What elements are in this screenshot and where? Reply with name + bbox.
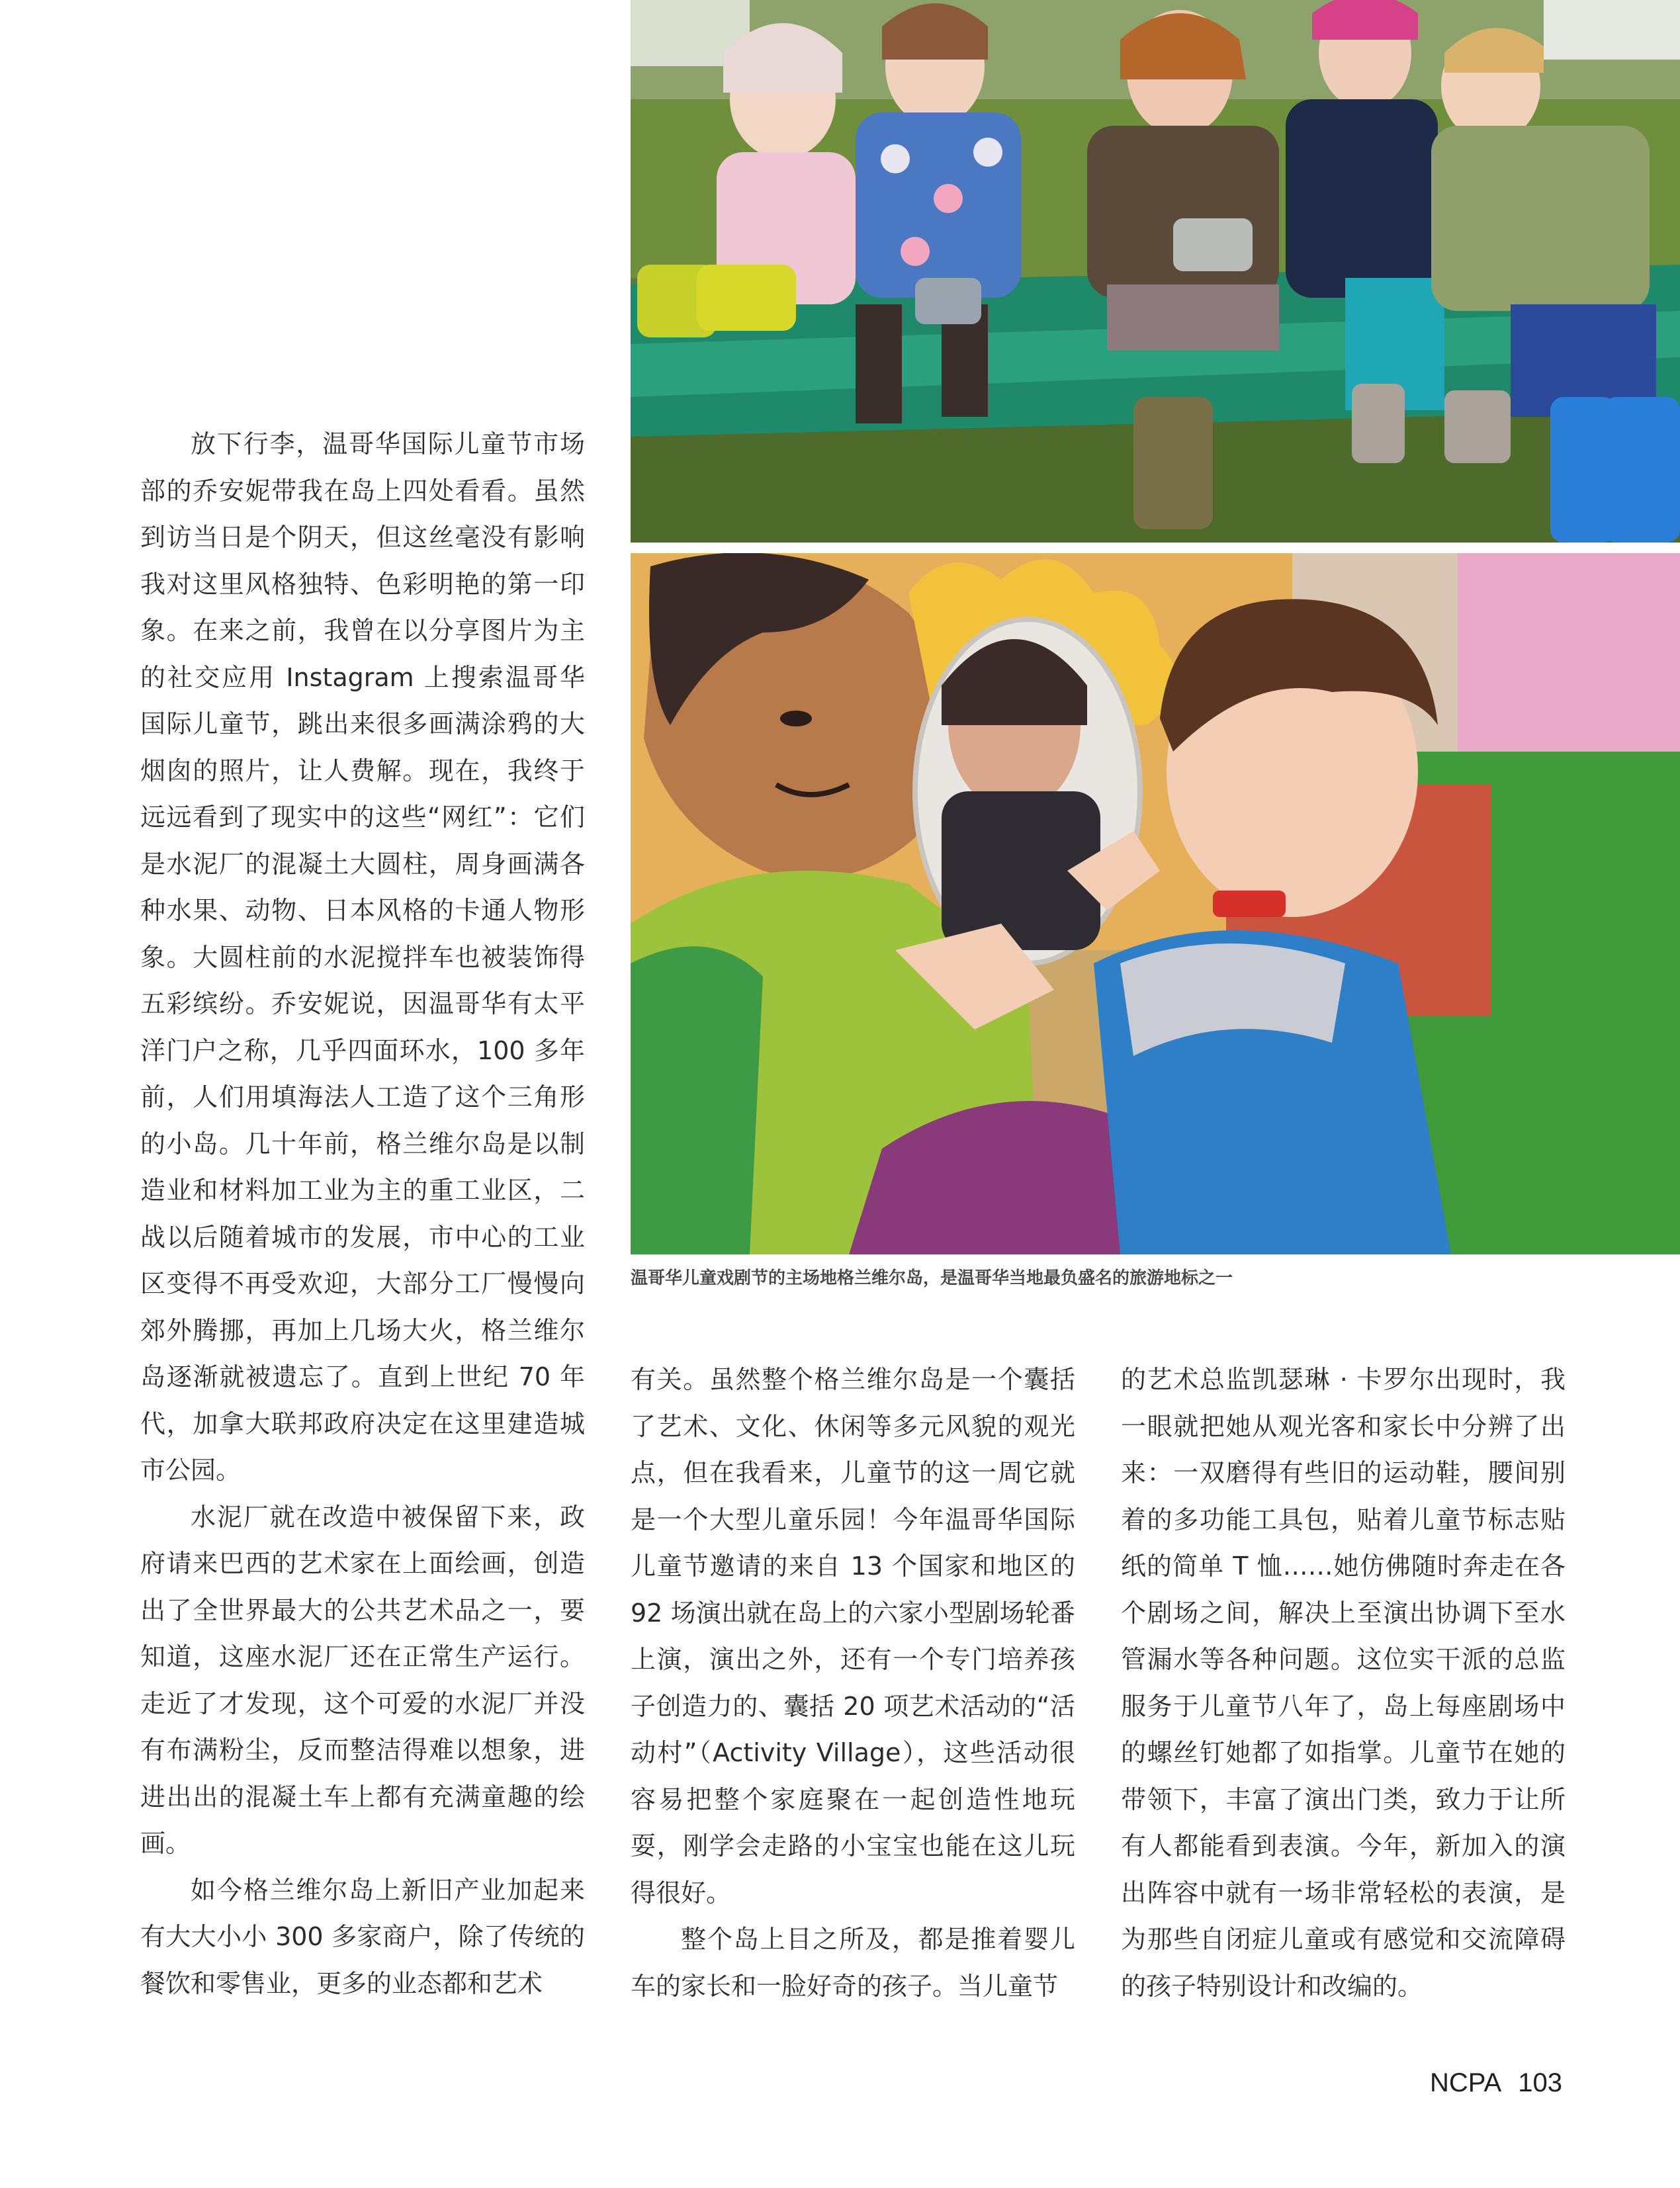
article-column-2 xyxy=(631,1356,1075,2009)
paragraph: 如今格兰维尔岛上新旧产业加起来有大大小小 300 多家商户，除了传统的餐饮和零售业，更多的业态都和艺术 xyxy=(140,1875,585,1998)
paragraph: 整个岛上目之所及，都是推着婴儿车的家长和一脸好奇的孩子。当儿童节 xyxy=(631,1925,1075,2001)
children-bench-photo xyxy=(631,0,1680,543)
magazine-name: NCPA xyxy=(1429,2068,1502,2097)
page-number: 103 xyxy=(1518,2068,1562,2097)
paragraph: 放下行李，温哥华国际儿童节市场部的乔安妮带我在岛上四处看看。虽然到访当日是个阴天，但这丝毫没有影响我对这里风格独特、色彩明艳的第一印象。在来之前，我曾在以分享图片为主的社交应用 Instagram 上搜索温哥华国际儿童节，跳出来很多画满涂鸦的大烟囱的照片，让人费解。现在，我终于远远看到了现实中的这些“网红”：它们是水泥厂的混凝土大圆柱，周身画满各种水果、动物、日本风格的卡通人物形象。大圆柱前的水泥搅拌车也被装饰得五彩缤纷。乔安妮说，因温哥华有太平洋门户之称，几乎四面环水，100 多年前，人们用填海法人工造了这个三角形的小岛。几十年前，格兰维尔岛是以制造业和材料加工业为主的重工业区，二战以后随着城市的发展，市中心的工业区变得不再受欢迎，大部分工厂慢慢向郊外腾挪，再加上几场大火，格兰维尔岛逐渐就被遗忘了。直到上世纪 70 年代，加拿大联邦政府决定在这里建造城市公园。 xyxy=(140,429,585,1485)
paragraph: 水泥厂就在改造中被保留下来，政府请来巴西的艺术家在上面绘画，创造出了全世界最大的公共艺术品之一，要知道，这座水泥厂还在正常生产运行。走近了才发现，这个可爱的水泥厂并没有布满粉尘，反而整洁得难以想象，进进出出的混凝土车上都有充满童趣的绘画。 xyxy=(140,1502,585,1858)
page-footer xyxy=(1430,2068,1562,2098)
article-column-1 xyxy=(140,421,585,2007)
article-column-3 xyxy=(1121,1356,1566,2009)
photo-caption: 温哥华儿童戏剧节的主场地格兰维尔岛，是温哥华当地最负盛名的旅游地标之一 xyxy=(631,1268,1233,1288)
paragraph: 有关。虽然整个格兰维尔岛是一个囊括了艺术、文化、休闲等多元风貌的观光点，但在我看来，儿童节的这一周它就是一个大型儿童乐园！今年温哥华国际儿童节邀请的来自 13 个国家和地区的 92 场演出就在岛上的六家小型剧场轮番上演，演出之外，还有一个专门培养孩子创造力的、囊括 20 项艺术活动的“活动村”（Activity Village），这些活动很容易把整个家庭聚在一起创造性地玩耍，刚学会走路的小宝宝也能在这儿玩得很好。 xyxy=(631,1365,1075,1907)
paragraph: 的艺术总监凯瑟琳 · 卡罗尔出现时，我一眼就把她从观光客和家长中分辨了出来：一双磨得有些旧的运动鞋，腰间别着的多功能工具包，贴着儿童节标志贴纸的简单 T 恤……她仿佛随时奔走在各个剧场之间，解决上至演出协调下至水管漏水等各种问题。这位实干派的总监服务于儿童节八年了，岛上每座剧场中的螺丝钉她都了如指掌。儿童节在她的带领下，丰富了演出门类，致力于让所有人都能看到表演。今年，新加入的演出阵容中就有一场非常轻松的表演，是为那些自闭症儿童或有感觉和交流障碍的孩子特别设计和改编的。 xyxy=(1121,1365,1566,2001)
toddler-mural-photo xyxy=(631,553,1680,1254)
